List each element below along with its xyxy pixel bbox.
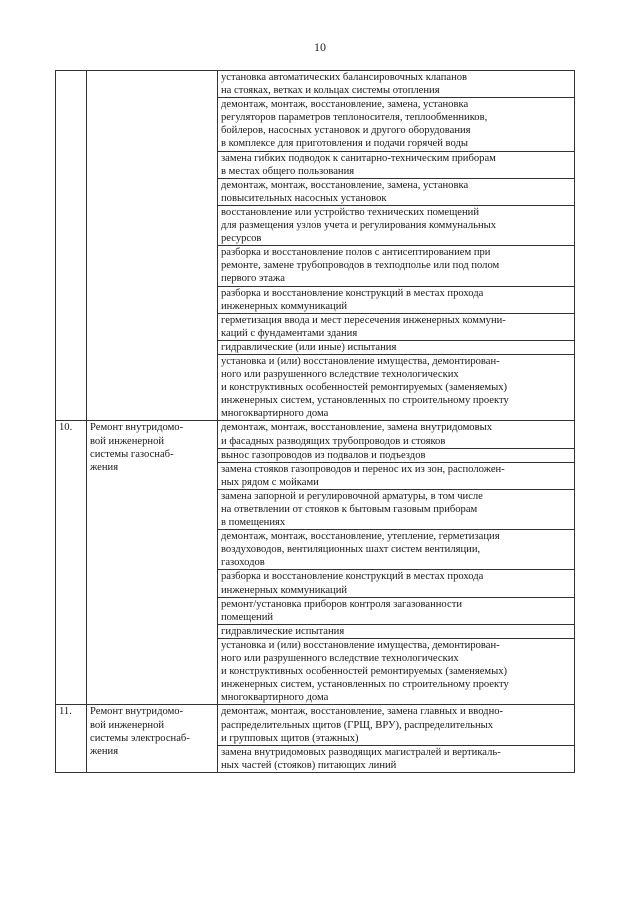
- work-item: [218, 638, 575, 704]
- work-item-line: разборка и восстановление конструкций в местах прохода: [221, 571, 484, 583]
- work-item: [218, 286, 575, 313]
- work-item: [218, 71, 575, 98]
- work-item-line: демонтаж, монтаж, восстановление, замена, установка: [221, 179, 469, 191]
- system-name-line: системы газоснаб-: [90, 448, 174, 460]
- work-item: [218, 570, 575, 597]
- work-item-line: на стояках, ветках и кольцах системы отопления: [221, 85, 440, 97]
- work-item-line: газоходов: [221, 557, 265, 569]
- item-number: 11.: [56, 705, 87, 772]
- work-item-line: бойлеров, насосных установок и другого оборудования: [221, 125, 471, 137]
- work-item-line: ремонт/установка приборов контроля загазованности: [221, 598, 462, 610]
- work-item: [218, 340, 575, 354]
- work-item-line: регуляторов параметров теплоносителя, теплообменников,: [221, 112, 488, 124]
- system-name: [87, 705, 218, 772]
- system-name: [87, 421, 218, 705]
- work-item-line: помещений: [221, 611, 274, 623]
- work-item-line: ного или разрушенного вследствие технологических: [221, 653, 459, 665]
- work-item: [218, 530, 575, 570]
- works-table: [55, 70, 575, 773]
- work-item-line: ных частей (стояков) питающих линий: [221, 759, 397, 771]
- work-item-line: демонтаж, монтаж, восстановление, утепление, герметизация: [221, 531, 500, 543]
- item-number: [56, 71, 87, 421]
- work-item-line: ресурсов: [221, 233, 262, 245]
- work-item-line: установка и (или) восстановление имущества, демонтирован-: [221, 355, 500, 367]
- work-item: [218, 448, 575, 462]
- work-item-line: распределительных щитов (ГРЩ, ВРУ), распределительных: [221, 719, 494, 731]
- work-item-line: инженерных систем, установленных по строительному проекту: [221, 679, 509, 691]
- work-item: [218, 489, 575, 529]
- work-item-line: в местах общего пользования: [221, 165, 355, 177]
- system-name-line: вой инженерной: [90, 719, 165, 731]
- work-item-line: и групповых щитов (этажных): [221, 732, 359, 744]
- work-item: [218, 313, 575, 340]
- work-item-line: герметизация ввода и мест пересечения инженерных коммуни-: [221, 314, 506, 326]
- table-row: [56, 705, 575, 745]
- item-number: 10.: [56, 421, 87, 705]
- work-item: [218, 98, 575, 151]
- system-name-line: Ремонт внутридомо-: [90, 422, 184, 434]
- work-item-line: демонтаж, монтаж, восстановление, замена, установка: [221, 99, 469, 111]
- work-item-line: воздуховодов, вентиляционных шахт систем вентиляции,: [221, 544, 481, 556]
- work-item-line: ных рядом с мойками: [221, 476, 319, 488]
- work-item: [218, 597, 575, 624]
- work-item-line: повысительных насосных установок: [221, 192, 387, 204]
- system-name: [87, 71, 218, 421]
- page-number: 10: [314, 40, 326, 54]
- work-item-line: демонтаж, монтаж, восстановление, замена внутридомовых: [221, 422, 493, 434]
- work-item-line: замена стояков газопроводов и перенос их из зон, расположен-: [221, 463, 505, 475]
- work-item-line: в помещениях: [221, 517, 286, 529]
- work-item-line: гидравлические испытания: [221, 625, 345, 637]
- system-name-line: системы электроснаб-: [90, 732, 190, 744]
- work-item-line: установка и (или) восстановление имущества, демонтирован-: [221, 639, 500, 651]
- work-item: [218, 624, 575, 638]
- work-item-line: инженерных коммуникаций: [221, 300, 348, 312]
- work-item-line: и конструктивных особенностей ремонтируемых (заменяемых): [221, 666, 508, 678]
- work-item-line: гидравлические (или иные) испытания: [221, 341, 397, 353]
- work-item: [218, 354, 575, 420]
- work-item-line: для размещения узлов учета и регулирования коммунальных: [221, 220, 497, 232]
- work-item: [218, 421, 575, 448]
- work-item-line: ного или разрушенного вследствие технологических: [221, 369, 459, 381]
- system-name-line: жения: [90, 745, 119, 757]
- work-item-line: инженерных систем, установленных по строительному проекту: [221, 395, 509, 407]
- work-item-line: первого этажа: [221, 273, 285, 285]
- work-item-line: разборка и восстановление конструкций в местах прохода: [221, 287, 484, 299]
- work-item-line: восстановление или устройство технических помещений: [221, 206, 479, 218]
- table-row: [56, 71, 575, 98]
- system-name-line: Ремонт внутридомо-: [90, 706, 184, 718]
- work-item-line: в комплексе для приготовления и подачи горячей воды: [221, 138, 468, 150]
- work-item: [218, 151, 575, 178]
- work-item-line: вынос газопроводов из подвалов и подъездов: [221, 449, 426, 461]
- work-item-line: замена запорной и регулировочной арматуры, в том числе: [221, 490, 483, 502]
- work-item-line: демонтаж, монтаж, восстановление, замена главных и вводно-: [221, 706, 504, 718]
- table-row: [56, 421, 575, 448]
- work-item-line: и фасадных разводящих трубопроводов и стояков: [221, 435, 446, 447]
- work-item-line: каций с фундаментами здания: [221, 327, 358, 339]
- work-item-line: замена гибких подводок к санитарно-техническим приборам: [221, 152, 496, 164]
- work-item-line: на ответвлении от стояков к бытовым газовым приборам: [221, 504, 478, 515]
- work-item-line: разборка и восстановление полов с антисептированием при: [221, 247, 491, 259]
- system-name-line: жения: [90, 461, 119, 473]
- work-item-line: инженерных коммуникаций: [221, 584, 348, 596]
- work-item-line: замена внутридомовых разводящих магистралей и вертикаль-: [221, 746, 501, 758]
- work-item-line: установка автоматических балансировочных клапанов: [221, 72, 468, 83]
- work-item-line: и конструктивных особенностей ремонтируемых (заменяемых): [221, 382, 508, 394]
- system-name-line: вой инженерной: [90, 435, 165, 447]
- work-item: [218, 246, 575, 286]
- work-item: [218, 705, 575, 745]
- work-item: [218, 178, 575, 205]
- work-item: [218, 205, 575, 245]
- work-item-line: многоквартирного дома: [221, 408, 329, 420]
- work-item: [218, 462, 575, 489]
- work-item-line: ремонте, замене трубопроводов в техподполье или под полом: [221, 260, 500, 272]
- work-item-line: многоквартирного дома: [221, 692, 329, 704]
- work-item: [218, 745, 575, 772]
